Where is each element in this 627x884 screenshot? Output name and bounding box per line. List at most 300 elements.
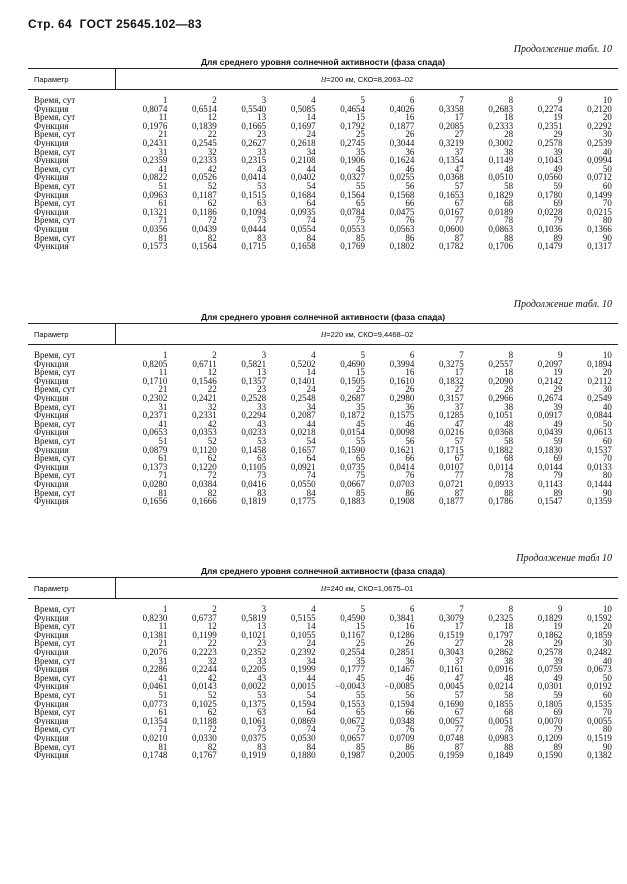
- table-row: [28, 497, 618, 506]
- table-row: [28, 234, 618, 243]
- table-cell: 0,2548: [290, 392, 316, 403]
- table-cell: 76: [405, 215, 415, 226]
- table-cell: 25: [355, 129, 365, 140]
- table-cell: 15: [355, 621, 365, 632]
- table-cell: 60: [602, 689, 612, 700]
- table-cell: 73: [257, 470, 267, 481]
- table-cell: 0,1908: [389, 496, 415, 507]
- table-cell: 0,4026: [389, 103, 415, 114]
- table-cell: 66: [405, 453, 415, 464]
- table-cell: 1: [162, 604, 168, 614]
- table-cell: 63: [257, 198, 267, 209]
- table-cell: 0,2087: [290, 410, 316, 421]
- table-cell: 80: [602, 215, 612, 226]
- table-cell: 3: [261, 604, 267, 614]
- table-cell: 0,0051: [488, 715, 514, 726]
- table-cell: 0,1321: [142, 206, 168, 217]
- table-cell: 89: [553, 232, 563, 243]
- table-cell: 0,0218: [290, 427, 316, 438]
- table-cell: 0,1382: [587, 750, 612, 761]
- altitude-params: =240 км, СКО=1,0675–01: [326, 583, 414, 593]
- table-cell: 41: [158, 672, 168, 683]
- table-cell: 0,1515: [241, 189, 267, 200]
- table-cell: 0,2683: [488, 103, 514, 114]
- table-cell: 0,0356: [142, 223, 168, 234]
- table-cell: 4: [311, 350, 316, 360]
- table-row: [28, 122, 618, 131]
- table-cell: 0,0070: [537, 715, 563, 726]
- table-cell: 55: [355, 435, 365, 446]
- table-cell: 5: [360, 95, 365, 105]
- table-cell: 0,0933: [488, 478, 514, 489]
- table-cell: 37: [454, 401, 464, 412]
- table-cell: 0,6711: [192, 358, 217, 369]
- table-cell: 0,1976: [142, 120, 168, 131]
- table-title: Для среднего уровня солнечной активности (фаза спада): [200, 312, 446, 322]
- table-body: [28, 345, 618, 506]
- table-cell: 18: [504, 367, 514, 378]
- table-cell: 0,1167: [340, 629, 365, 640]
- continuation-note: Продолжение табл. 10: [513, 44, 612, 55]
- row-label: Время, сут: [34, 418, 76, 429]
- table-cell: 85: [355, 487, 365, 498]
- table-cell: 3: [261, 350, 267, 360]
- table-cell: 74: [306, 215, 316, 226]
- table-cell: 71: [158, 470, 168, 481]
- table-cell: 0,0280: [142, 478, 168, 489]
- table-cell: 12: [207, 112, 217, 123]
- table-row: [28, 648, 618, 657]
- table-cell: 0,2392: [290, 646, 316, 657]
- table-cell: 0,0255: [389, 172, 415, 183]
- table-cell: 53: [257, 180, 267, 191]
- table-cell: 81: [158, 741, 168, 752]
- row-label: Функция: [34, 715, 69, 726]
- table-cell: 72: [207, 215, 217, 226]
- table-cell: 38: [504, 655, 514, 666]
- row-label: Функция: [34, 358, 69, 369]
- table-cell: 69: [553, 707, 563, 718]
- table-cell: 65: [355, 707, 365, 718]
- table-cell: 6: [409, 350, 415, 360]
- table-cell: 32: [207, 401, 217, 412]
- table-cell: 0,2966: [488, 392, 514, 403]
- table-cell: 0,1553: [340, 698, 365, 709]
- table-cell: 0,2325: [488, 612, 514, 623]
- table-cell: 0,1653: [438, 189, 464, 200]
- table-cell: 43: [257, 672, 267, 683]
- table-cell: 52: [207, 180, 217, 191]
- table-cell: 0,3044: [389, 137, 415, 148]
- table-cell: 51: [158, 180, 168, 191]
- table-cell: 43: [257, 418, 267, 429]
- table-cell: 0,8074: [142, 103, 168, 114]
- row-label: Функция: [34, 732, 69, 743]
- table-cell: 0,0348: [389, 715, 415, 726]
- table-cell: 0,1467: [389, 664, 415, 675]
- table-cell: 0,0022: [241, 681, 267, 692]
- table-cell: 0,1715: [438, 444, 464, 455]
- table-cell: 60: [602, 180, 612, 191]
- table-cell: 0,1697: [290, 120, 316, 131]
- table-cell: 0,1401: [290, 375, 316, 386]
- table-row: [28, 657, 618, 666]
- table-cell: 29: [553, 638, 563, 649]
- table-cell: 0,1317: [587, 241, 612, 252]
- table-cell: 0,1656: [142, 496, 168, 507]
- table-cell: 0,1621: [389, 444, 415, 455]
- table-cell: 82: [207, 741, 217, 752]
- table-cell: 0,5085: [290, 103, 316, 114]
- table-cell: 57: [454, 435, 464, 446]
- table-cell: 0,0353: [192, 427, 217, 438]
- table-cell: 0,2557: [488, 358, 514, 369]
- table-cell: 0,1575: [389, 410, 415, 421]
- table-cell: 31: [158, 655, 168, 666]
- table-row: [28, 446, 618, 455]
- table-body: [28, 90, 618, 251]
- altitude-header: [116, 75, 618, 84]
- table-cell: −0,0043: [335, 681, 365, 692]
- table-cell: 0,0444: [241, 223, 267, 234]
- table-row: [28, 489, 618, 498]
- table-cell: 0,3002: [488, 137, 514, 148]
- table-cell: 78: [504, 215, 514, 226]
- row-label: Функция: [34, 427, 69, 438]
- table-cell: 0,0721: [438, 478, 464, 489]
- table-cell: 0,1830: [537, 444, 563, 455]
- table-row: [28, 725, 618, 734]
- table-cell: 89: [553, 741, 563, 752]
- table-cell: 0,2578: [537, 137, 563, 148]
- table-cell: 78: [504, 724, 514, 735]
- table-cell: 0,0192: [587, 681, 612, 692]
- table-cell: 0,2618: [290, 137, 316, 148]
- table-cell: 0,0375: [241, 732, 267, 743]
- param-header: Параметр: [28, 324, 116, 344]
- row-label: Время, сут: [34, 672, 76, 683]
- table-cell: 70: [602, 707, 612, 718]
- table-cell: 0,6737: [192, 612, 217, 623]
- table-cell: 68: [504, 198, 514, 209]
- table-cell: 0,1444: [587, 478, 612, 489]
- table-cell: 11: [158, 112, 168, 123]
- table-cell: 0,1043: [537, 155, 563, 166]
- table-cell: 0,3043: [438, 646, 464, 657]
- table-cell: 2: [212, 95, 217, 105]
- table-cell: 88: [504, 487, 514, 498]
- table-cell: 24: [306, 384, 316, 395]
- row-label: Функция: [34, 375, 69, 386]
- table-cell: 0,0657: [340, 732, 365, 743]
- table-cell: 0,0414: [389, 461, 415, 472]
- table-cell: 34: [306, 146, 316, 157]
- table-cell: 0,0154: [340, 427, 365, 438]
- row-label: Функция: [34, 392, 69, 403]
- table-cell: 56: [405, 689, 415, 700]
- table-row: [28, 700, 618, 709]
- table-cell: 40: [602, 401, 612, 412]
- page-header: [28, 17, 206, 31]
- table-cell: 0,2244: [192, 664, 217, 675]
- table-cell: 9: [558, 95, 563, 105]
- table-cell: 0,1769: [340, 241, 365, 252]
- table-cell: 55: [355, 180, 365, 191]
- table-cell: 13: [257, 621, 267, 632]
- table-cell: 63: [257, 453, 267, 464]
- table-row: [28, 377, 618, 386]
- table-cell: 53: [257, 689, 267, 700]
- table-cell: 80: [602, 470, 612, 481]
- h-symbol: H: [320, 329, 327, 339]
- table-cell: 85: [355, 741, 365, 752]
- table-cell: 30: [602, 638, 612, 649]
- table-cell: 63: [257, 707, 267, 718]
- table-cell: 60: [602, 435, 612, 446]
- table-cell: 0,0921: [290, 461, 316, 472]
- table-row: [28, 605, 618, 614]
- table-cell: 79: [553, 470, 563, 481]
- table-cell: 0,2539: [587, 137, 612, 148]
- table-cell: 81: [158, 232, 168, 243]
- table-cell: 0,1780: [537, 189, 563, 200]
- table-cell: 0,1805: [537, 698, 563, 709]
- table-cell: 0,0879: [142, 444, 168, 455]
- table-cell: 0,1519: [438, 629, 464, 640]
- table-cell: 82: [207, 232, 217, 243]
- table-cell: 90: [602, 487, 612, 498]
- table-cell: 0,2745: [340, 137, 365, 148]
- table-section: [28, 44, 618, 251]
- table-cell: 74: [306, 724, 316, 735]
- table-cell: 0,1657: [290, 444, 316, 455]
- table-cell: 0,2333: [488, 120, 514, 131]
- table-cell: 32: [207, 146, 217, 157]
- row-label: Функция: [34, 103, 69, 114]
- table-cell: 84: [306, 741, 316, 752]
- table-cell: 76: [405, 724, 415, 735]
- row-label: Время, сут: [34, 741, 76, 752]
- table-cell: 52: [207, 689, 217, 700]
- table-row: [28, 682, 618, 691]
- table-cell: 64: [306, 707, 316, 718]
- row-label: Время, сут: [34, 435, 76, 446]
- table-row: [28, 139, 618, 148]
- row-label: Время, сут: [34, 724, 76, 735]
- table-cell: 0,1797: [488, 629, 514, 640]
- table-cell: 32: [207, 655, 217, 666]
- table-row: [28, 454, 618, 463]
- table-cell: 59: [553, 689, 563, 700]
- table-cell: 0,0667: [340, 478, 365, 489]
- row-label: Функция: [34, 120, 69, 131]
- table-cell: 85: [355, 232, 365, 243]
- table-cell: 5: [360, 604, 365, 614]
- table-cell: 0,2097: [537, 358, 563, 369]
- table-cell: 34: [306, 401, 316, 412]
- table-cell: 62: [207, 707, 217, 718]
- table-cell: 45: [355, 163, 365, 174]
- table-cell: 0,1877: [389, 120, 415, 131]
- table-cell: 69: [553, 198, 563, 209]
- table-cell: 1: [162, 95, 168, 105]
- table-cell: 2: [212, 350, 217, 360]
- table-cell: 0,0475: [389, 206, 415, 217]
- table-row: [28, 463, 618, 472]
- table-cell: 66: [405, 198, 415, 209]
- table-cell: 38: [504, 401, 514, 412]
- table-cell: 0,1819: [241, 496, 267, 507]
- row-label: Время, сут: [34, 707, 76, 718]
- table-cell: 59: [553, 180, 563, 191]
- table-row: [28, 480, 618, 489]
- table-cell: 0,5821: [241, 358, 267, 369]
- table-cell: 42: [207, 163, 217, 174]
- row-label: Время, сут: [34, 384, 76, 395]
- table-cell: 0,1021: [241, 629, 267, 640]
- table-cell: 18: [504, 112, 514, 123]
- table-cell: 35: [355, 401, 365, 412]
- table-cell: 24: [306, 129, 316, 140]
- table-cell: 0,1479: [537, 241, 563, 252]
- table-cell: 0,2851: [389, 646, 415, 657]
- table-cell: 0,1862: [537, 629, 563, 640]
- table-cell: 58: [504, 180, 514, 191]
- table-cell: 19: [553, 367, 563, 378]
- table-cell: 0,0144: [537, 461, 563, 472]
- table-cell: 0,0994: [587, 155, 612, 166]
- table-cell: 58: [504, 435, 514, 446]
- table-cell: 0,0935: [290, 206, 316, 217]
- table-row: [28, 734, 618, 743]
- table-cell: 0,2333: [192, 155, 217, 166]
- table-cell: 0,0673: [587, 664, 612, 675]
- table-cell: 49: [553, 672, 563, 683]
- table-cell: 19: [553, 112, 563, 123]
- table-row: [28, 751, 618, 760]
- table-cell: 0,1829: [537, 612, 563, 623]
- table-cell: 21: [158, 384, 168, 395]
- table-cell: 39: [553, 401, 563, 412]
- table-cell: 0,0916: [488, 664, 514, 675]
- table-cell: 0,5155: [290, 612, 316, 623]
- continuation-note: Продолжение табл 10: [516, 553, 612, 564]
- table-cell: 0,2294: [241, 410, 267, 421]
- table-cell: 47: [454, 672, 464, 683]
- table-cell: 29: [553, 384, 563, 395]
- table-cell: 0,0189: [488, 206, 514, 217]
- table-cell: 0,2076: [142, 646, 168, 657]
- table-cell: 64: [306, 198, 316, 209]
- table-row: [28, 411, 618, 420]
- table-cell: 0,0215: [587, 206, 612, 217]
- table-cell: 0,2351: [537, 120, 563, 131]
- table-cell: 0,0653: [142, 427, 168, 438]
- table-cell: 40: [602, 146, 612, 157]
- row-label: Функция: [34, 629, 69, 640]
- table-cell: 57: [454, 689, 464, 700]
- row-label: Время, сут: [34, 180, 76, 191]
- table-cell: 0,2108: [290, 155, 316, 166]
- table-cell: 40: [602, 655, 612, 666]
- table-cell: 0,0530: [290, 732, 316, 743]
- table-cell: 54: [306, 689, 316, 700]
- table-cell: 53: [257, 435, 267, 446]
- table-cell: 0,1748: [142, 750, 168, 761]
- row-label: Функция: [34, 664, 69, 675]
- table-cell: 86: [405, 741, 415, 752]
- table-cell: 0,1872: [340, 410, 365, 421]
- table-cell: 0,2274: [537, 103, 563, 114]
- table-cell: 15: [355, 112, 365, 123]
- table-cell: 0,2549: [587, 392, 612, 403]
- table-cell: 56: [405, 435, 415, 446]
- table-cell: 43: [257, 163, 267, 174]
- table-cell: 0,0703: [389, 478, 415, 489]
- table-cell: 0,1105: [241, 461, 267, 472]
- table-cell: 65: [355, 453, 365, 464]
- table-cell: 72: [207, 470, 217, 481]
- table-cell: 5: [360, 350, 365, 360]
- row-label: Время, сут: [34, 401, 76, 412]
- table-cell: 0,2687: [340, 392, 365, 403]
- table-cell: 28: [504, 638, 514, 649]
- row-label: Время, сут: [34, 655, 76, 666]
- table-cell: 17: [454, 621, 464, 632]
- table-cell: 45: [355, 672, 365, 683]
- table-cell: 0,1839: [192, 120, 217, 131]
- table-row: [28, 385, 618, 394]
- table-cell: 28: [504, 384, 514, 395]
- altitude-header: [116, 330, 618, 339]
- table-cell: 82: [207, 487, 217, 498]
- table-cell: 48: [504, 163, 514, 174]
- table-cell: 0,1590: [537, 750, 563, 761]
- table-cell: 46: [405, 672, 415, 683]
- table-cell: 0,2545: [192, 137, 217, 148]
- table-cell: 19: [553, 621, 563, 632]
- table-row: [28, 368, 618, 377]
- table-cell: 75: [355, 215, 365, 226]
- table-row: [28, 743, 618, 752]
- table-cell: 0,2315: [241, 155, 267, 166]
- table-cell: 0,0613: [587, 427, 612, 438]
- table-cell: 0,2286: [142, 664, 168, 675]
- table-cell: 75: [355, 470, 365, 481]
- row-label: Время, сут: [34, 367, 76, 378]
- continuation-note: Продолжение табл. 10: [513, 299, 612, 310]
- table-cell: 36: [405, 146, 415, 157]
- table-row: [28, 173, 618, 182]
- table-row: [28, 394, 618, 403]
- table-title: Для среднего уровня солнечной активности (фаза спада): [200, 566, 446, 576]
- table-cell: 55: [355, 689, 365, 700]
- row-label: Функция: [34, 172, 69, 183]
- table-cell: 0,1187: [192, 189, 217, 200]
- row-label: Функция: [34, 155, 69, 166]
- table-cell: 33: [257, 655, 267, 666]
- table-cell: 16: [405, 621, 415, 632]
- table-cell: 79: [553, 215, 563, 226]
- table-cell: 0,3841: [389, 612, 415, 623]
- table-cell: 2: [212, 604, 217, 614]
- table-cell: 0,0550: [290, 478, 316, 489]
- table-cell: 0,1792: [340, 120, 365, 131]
- table-cell: 30: [602, 384, 612, 395]
- table-cell: 0,0055: [587, 715, 612, 726]
- table-cell: 0,0228: [537, 206, 563, 217]
- table-row: [28, 216, 618, 225]
